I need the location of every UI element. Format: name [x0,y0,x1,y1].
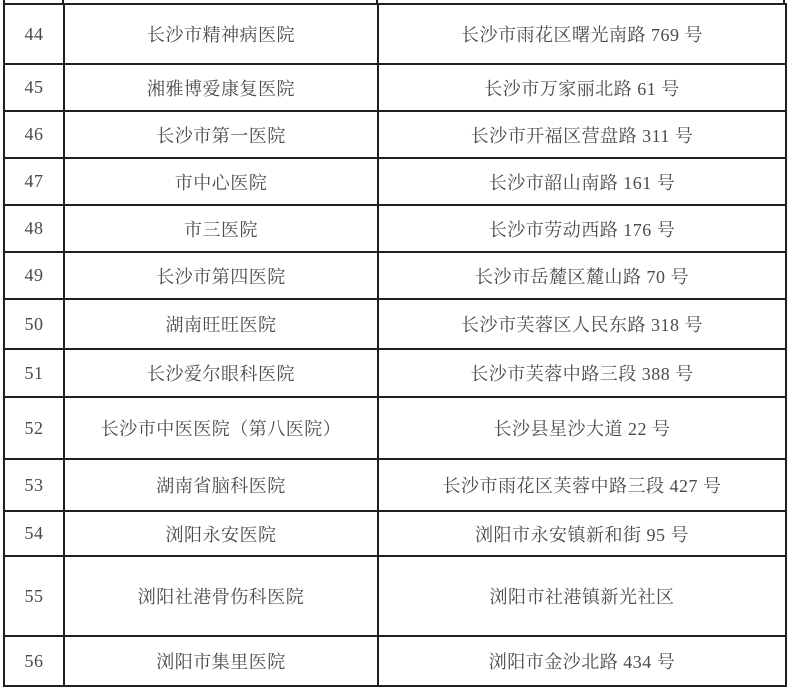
hospital-address-cell: 长沙市开福区营盘路 311 号 [378,111,786,158]
hospital-name-cell: 长沙市精神病医院 [64,4,378,64]
hospital-address-cell: 浏阳市金沙北路 434 号 [378,636,786,686]
table-row [4,511,786,556]
hospital-name-cell: 浏阳社港骨伤科医院 [64,556,378,636]
grid-stub-right [783,0,785,3]
row-index-cell: 47 [4,158,64,205]
hospital-address-cell: 长沙市雨花区芙蓉中路三段 427 号 [378,459,786,511]
hospital-address-cell: 浏阳市永安镇新和街 95 号 [378,511,786,556]
table-row [4,556,786,636]
hospital-name-cell: 长沙市第一医院 [64,111,378,158]
hospital-address-cell: 长沙市岳麓区麓山路 70 号 [378,252,786,299]
table-row [4,158,786,205]
hospital-address-cell: 长沙市芙蓉中路三段 388 号 [378,349,786,397]
hospital-name-cell: 湖南旺旺医院 [64,299,378,349]
row-index-cell: 44 [4,4,64,64]
table-row [4,64,786,111]
hospital-name-cell: 长沙市中医医院（第八医院） [64,397,378,459]
hospital-address-cell: 长沙市劳动西路 176 号 [378,205,786,252]
table-body [4,4,786,686]
hospital-address-cell: 浏阳市社港镇新光社区 [378,556,786,636]
row-index-cell: 51 [4,349,64,397]
row-index-cell: 48 [4,205,64,252]
row-index-cell: 55 [4,556,64,636]
table-row [4,252,786,299]
table-row [4,636,786,686]
row-index-cell: 54 [4,511,64,556]
hospital-address-cell: 长沙市芙蓉区人民东路 318 号 [378,299,786,349]
table-row [4,349,786,397]
row-index-cell: 56 [4,636,64,686]
hospital-name-cell: 长沙市第四医院 [64,252,378,299]
hospital-name-cell: 湖南省脑科医院 [64,459,378,511]
hospital-address-cell: 长沙县星沙大道 22 号 [378,397,786,459]
table-row [4,4,786,64]
table-row [4,299,786,349]
hospital-address-cell: 长沙市韶山南路 161 号 [378,158,786,205]
row-index-cell: 49 [4,252,64,299]
hospital-name-cell: 湘雅博爱康复医院 [64,64,378,111]
row-index-cell: 53 [4,459,64,511]
hospital-table-fragment [3,0,785,687]
table-row [4,205,786,252]
clipped-row-above-gridline-stubs [3,0,785,3]
row-index-cell: 52 [4,397,64,459]
table-row [4,111,786,158]
hospital-table [3,3,787,687]
hospital-name-cell: 浏阳市集里医院 [64,636,378,686]
hospital-name-cell: 长沙爱尔眼科医院 [64,349,378,397]
table-row [4,459,786,511]
row-index-cell: 50 [4,299,64,349]
hospital-name-cell: 浏阳永安医院 [64,511,378,556]
hospital-address-cell: 长沙市万家丽北路 61 号 [378,64,786,111]
table-row [4,397,786,459]
hospital-name-cell: 市中心医院 [64,158,378,205]
grid-stub-col2 [376,0,378,3]
row-index-cell: 45 [4,64,64,111]
row-index-cell: 46 [4,111,64,158]
grid-stub-left [3,0,5,3]
grid-stub-col1 [62,0,64,3]
hospital-address-cell: 长沙市雨花区曙光南路 769 号 [378,4,786,64]
hospital-name-cell: 市三医院 [64,205,378,252]
